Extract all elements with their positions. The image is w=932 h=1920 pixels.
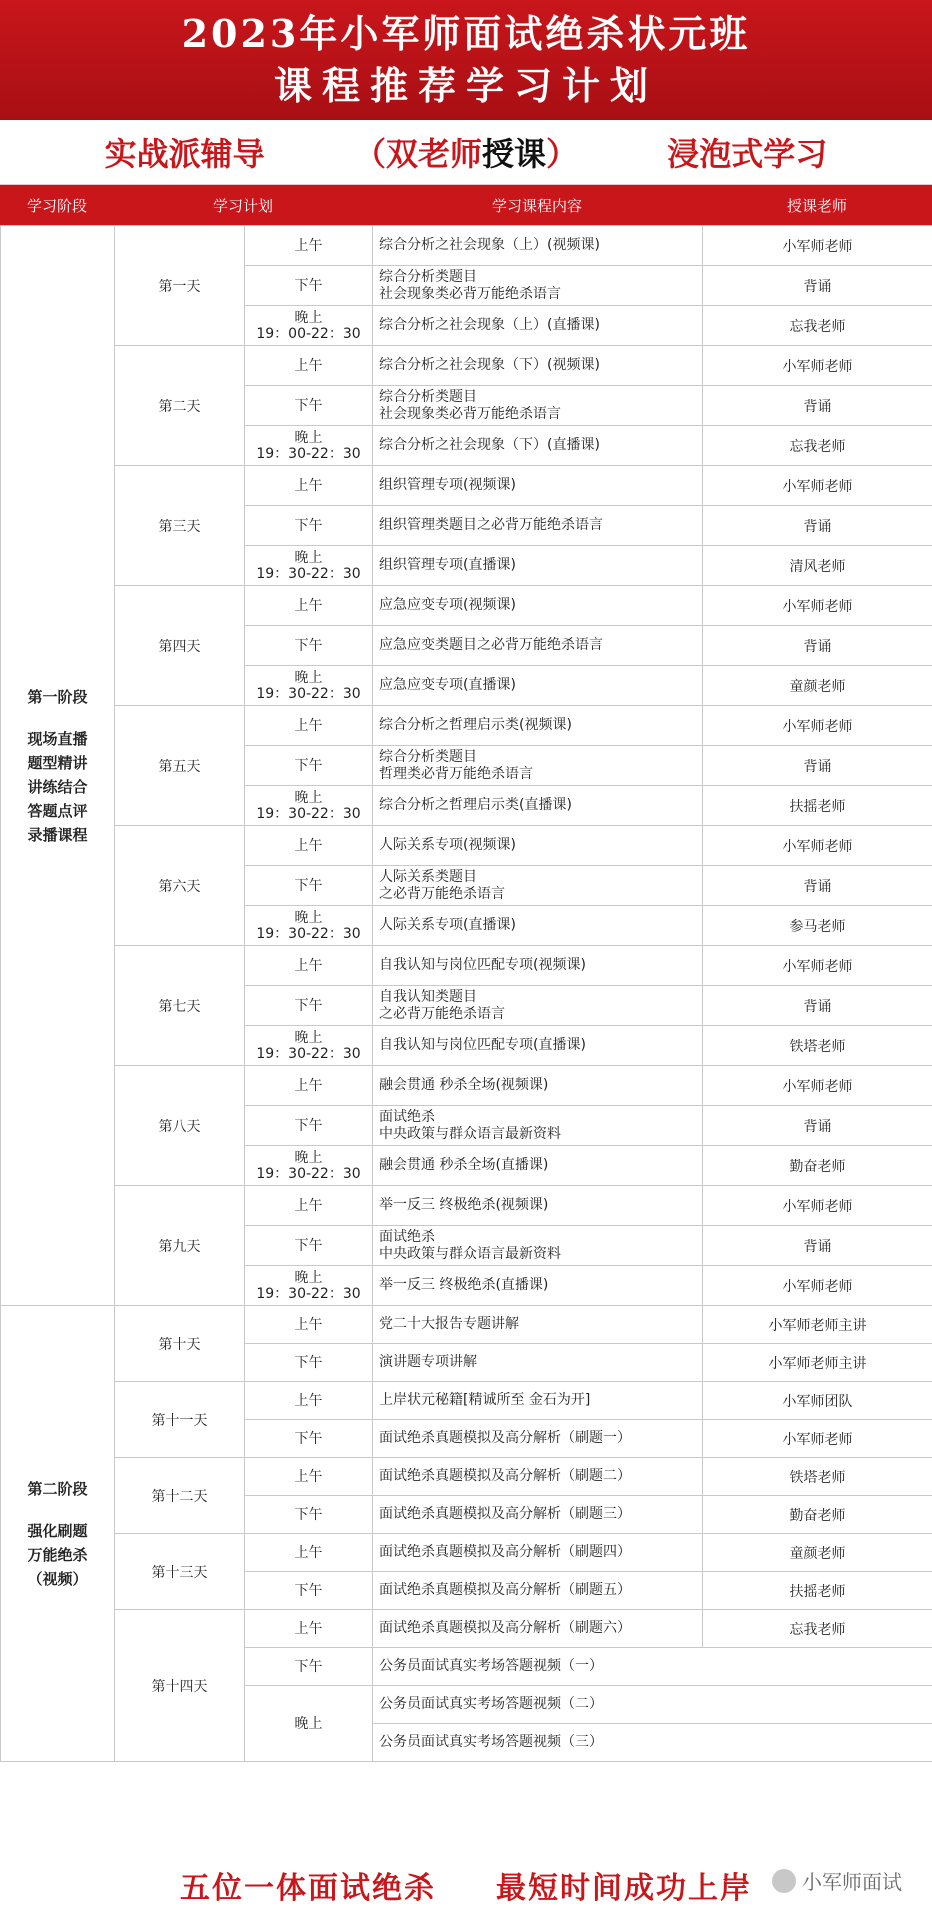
slot-cell: 下午: [245, 1496, 373, 1534]
slot-cell: 晚上 19：30-22：30: [245, 426, 373, 466]
course-cell: 自我认知类题目 之必背万能绝杀语言: [373, 986, 703, 1026]
slot-cell: 下午: [245, 266, 373, 306]
table-row: [1, 346, 932, 386]
slot-cell: 晚上 19：30-22：30: [245, 906, 373, 946]
teacher-cell: 背诵: [703, 626, 932, 666]
course-cell: 人际关系专项(视频课): [373, 826, 703, 866]
schedule-table: [0, 225, 932, 1762]
teacher-cell: 背诵: [703, 506, 932, 546]
teacher-cell: 铁塔老师: [703, 1458, 932, 1496]
slot-cell: 下午: [245, 986, 373, 1026]
slot-cell: 上午: [245, 1186, 373, 1226]
stage-title: 第一阶段: [27, 687, 88, 706]
teacher-cell: 忘我老师: [703, 306, 932, 346]
slot-cell: 上午: [245, 706, 373, 746]
course-cell: 组织管理专项(直播课): [373, 546, 703, 586]
table-row: [1, 706, 932, 746]
teacher-cell: 背诵: [703, 386, 932, 426]
teacher-cell: 童颜老师: [703, 1534, 932, 1572]
slot-cell: 下午: [245, 1572, 373, 1610]
course-cell: 党二十大报告专题讲解: [373, 1306, 703, 1344]
course-cell: 举一反三 终极绝杀(视频课): [373, 1186, 703, 1226]
slot-cell: 晚上 19：30-22：30: [245, 1146, 373, 1186]
slot-cell: 下午: [245, 386, 373, 426]
banner-subtitle: 课程推荐学习计划: [273, 63, 658, 108]
course-cell: 面试绝杀 中央政策与群众语言最新资料: [373, 1226, 703, 1266]
course-cell: 综合分析类题目 社会现象类必背万能绝杀语言: [373, 266, 703, 306]
title-banner: [0, 0, 932, 120]
course-cell: 应急应变专项(直播课): [373, 666, 703, 706]
teacher-cell: 小军师老师: [703, 1186, 932, 1226]
stage-desc-line: （视频）: [27, 1569, 88, 1588]
course-cell: 综合分析类题目 哲理类必背万能绝杀语言: [373, 746, 703, 786]
slot-cell: 下午: [245, 626, 373, 666]
course-cell: 面试绝杀真题模拟及高分解析（刷题五）: [373, 1572, 703, 1610]
course-cell: 面试绝杀真题模拟及高分解析（刷题一）: [373, 1420, 703, 1458]
slot-cell: 下午: [245, 1226, 373, 1266]
day-cell: 第十天: [115, 1306, 245, 1382]
slot-cell: 晚上 19：30-22：30: [245, 546, 373, 586]
course-cell: 应急应变类题目之必背万能绝杀语言: [373, 626, 703, 666]
course-cell: 演讲题专项讲解: [373, 1344, 703, 1382]
table-row: [1, 1066, 932, 1106]
wechat-icon: [772, 1869, 796, 1893]
watermark-text: 小军师面试: [802, 1870, 902, 1894]
slot-cell: 下午: [245, 746, 373, 786]
course-cell: 综合分析之哲理启示类(直播课): [373, 786, 703, 826]
course-cell: 面试绝杀真题模拟及高分解析（刷题三）: [373, 1496, 703, 1534]
table-row: [1, 1382, 932, 1420]
table-header: [0, 185, 932, 225]
course-cell: 综合分析之社会现象（下）(视频课): [373, 346, 703, 386]
table-row: [1, 946, 932, 986]
day-cell: 第十一天: [115, 1382, 245, 1458]
watermark: [772, 1866, 902, 1895]
teacher-cell: 小军师老师: [703, 586, 932, 626]
slot-cell: 晚上: [245, 1686, 373, 1762]
day-cell: 第三天: [115, 466, 245, 586]
teacher-cell: 背诵: [703, 1106, 932, 1146]
header-plan: 学习计划: [212, 196, 273, 215]
course-cell: 公务员面试真实考场答题视频（二）: [373, 1686, 932, 1724]
table-row: [1, 1534, 932, 1572]
teacher-cell: 小军师老师: [703, 1420, 932, 1458]
course-cell: 人际关系类题目 之必背万能绝杀语言: [373, 866, 703, 906]
day-cell: 第五天: [115, 706, 245, 826]
teacher-cell: 铁塔老师: [703, 1026, 932, 1066]
header-course: 学习课程内容: [491, 196, 582, 215]
day-cell: 第十三天: [115, 1534, 245, 1610]
stage-desc-line: 讲练结合: [27, 777, 88, 796]
table-row: [1, 826, 932, 866]
course-cell: 组织管理类题目之必背万能绝杀语言: [373, 506, 703, 546]
stage-desc-line: 现场直播: [27, 729, 88, 748]
teacher-cell: 小军师老师: [703, 226, 932, 266]
teacher-cell: 小军师老师: [703, 706, 932, 746]
course-cell: 人际关系专项(直播课): [373, 906, 703, 946]
stage-cell: [1, 226, 115, 1306]
tagline-right: 浸泡式学习: [667, 135, 828, 173]
day-cell: 第八天: [115, 1066, 245, 1186]
slot-cell: 晚上 19：30-22：30: [245, 666, 373, 706]
slot-cell: 上午: [245, 466, 373, 506]
course-cell: 组织管理专项(视频课): [373, 466, 703, 506]
course-cell: 综合分析之社会现象（上）(视频课): [373, 226, 703, 266]
teacher-cell: 清风老师: [703, 546, 932, 586]
stage-cell: [1, 1306, 115, 1762]
day-cell: 第六天: [115, 826, 245, 946]
teacher-cell: 小军师老师: [703, 1266, 932, 1306]
slot-cell: 上午: [245, 1534, 373, 1572]
day-cell: 第十四天: [115, 1610, 245, 1762]
teacher-cell: 小军师老师: [703, 946, 932, 986]
stage-title: 第二阶段: [27, 1479, 88, 1498]
course-cell: 综合分析之哲理启示类(视频课): [373, 706, 703, 746]
course-cell: 面试绝杀真题模拟及高分解析（刷题二）: [373, 1458, 703, 1496]
footer-right: 最短时间成功上岸: [496, 1871, 752, 1906]
course-cell: 综合分析类题目 社会现象类必背万能绝杀语言: [373, 386, 703, 426]
slot-cell: 晚上 19：30-22：30: [245, 1266, 373, 1306]
course-cell: 应急应变专项(视频课): [373, 586, 703, 626]
day-cell: 第二天: [115, 346, 245, 466]
day-cell: 第四天: [115, 586, 245, 706]
slot-cell: 下午: [245, 1106, 373, 1146]
day-cell: 第十二天: [115, 1458, 245, 1534]
teacher-cell: 小军师老师: [703, 1066, 932, 1106]
header-stage: 学习阶段: [26, 196, 87, 215]
teacher-cell: 小军师老师: [703, 826, 932, 866]
teacher-cell: 忘我老师: [703, 426, 932, 466]
slot-cell: 上午: [245, 1306, 373, 1344]
course-cell: 上岸状元秘籍[精诚所至 金石为开]: [373, 1382, 703, 1420]
day-cell: 第一天: [115, 226, 245, 346]
course-cell: 综合分析之社会现象（下）(直播课): [373, 426, 703, 466]
course-cell: 公务员面试真实考场答题视频（一）: [373, 1648, 932, 1686]
slot-cell: 上午: [245, 826, 373, 866]
slot-cell: 上午: [245, 346, 373, 386]
teacher-cell: 勤奋老师: [703, 1146, 932, 1186]
stage-desc-line: 万能绝杀: [27, 1545, 88, 1564]
teacher-cell: 背诵: [703, 866, 932, 906]
course-cell: 融会贯通 秒杀全场(视频课): [373, 1066, 703, 1106]
table-row: [1, 1306, 932, 1344]
course-cell: 面试绝杀真题模拟及高分解析（刷题六）: [373, 1610, 703, 1648]
tagline-mid-b: 授课: [481, 135, 546, 173]
stage-desc-line: 答题点评: [27, 801, 88, 820]
teacher-cell: 扶摇老师: [703, 786, 932, 826]
header-teacher: 授课老师: [786, 196, 847, 215]
slot-cell: 上午: [245, 1610, 373, 1648]
teacher-cell: 背诵: [703, 986, 932, 1026]
day-cell: 第九天: [115, 1186, 245, 1306]
table-row: [1, 466, 932, 506]
teacher-cell: 小军师老师主讲: [703, 1344, 932, 1382]
slot-cell: 下午: [245, 1344, 373, 1382]
slot-cell: 晚上 19：30-22：30: [245, 1026, 373, 1066]
footer-left: 五位一体面试绝杀: [180, 1871, 436, 1906]
slot-cell: 晚上 19：30-22：30: [245, 786, 373, 826]
slot-cell: 下午: [245, 1420, 373, 1458]
tagline-left: 实战派辅导: [104, 135, 265, 173]
teacher-cell: 背诵: [703, 266, 932, 306]
slot-cell: 下午: [245, 1648, 373, 1686]
slot-cell: 上午: [245, 226, 373, 266]
teacher-cell: 背诵: [703, 746, 932, 786]
slot-cell: 上午: [245, 1066, 373, 1106]
course-cell: 融会贯通 秒杀全场(直播课): [373, 1146, 703, 1186]
slot-cell: 晚上 19：00-22：30: [245, 306, 373, 346]
teacher-cell: 小军师团队: [703, 1382, 932, 1420]
teacher-cell: 小军师老师: [703, 346, 932, 386]
teacher-cell: 勤奋老师: [703, 1496, 932, 1534]
teacher-cell: 童颜老师: [703, 666, 932, 706]
slot-cell: 上午: [245, 946, 373, 986]
slot-cell: 下午: [245, 866, 373, 906]
slot-cell: 上午: [245, 1458, 373, 1496]
course-cell: 自我认知与岗位匹配专项(直播课): [373, 1026, 703, 1066]
course-cell: 面试绝杀真题模拟及高分解析（刷题四）: [373, 1534, 703, 1572]
course-cell: 综合分析之社会现象（上）(直播课): [373, 306, 703, 346]
slot-cell: 上午: [245, 1382, 373, 1420]
teacher-cell: 小军师老师: [703, 466, 932, 506]
table-row: [1, 226, 932, 266]
day-cell: 第七天: [115, 946, 245, 1066]
course-cell: 举一反三 终极绝杀(直播课): [373, 1266, 703, 1306]
teacher-cell: 小军师老师主讲: [703, 1306, 932, 1344]
teacher-cell: 背诵: [703, 1226, 932, 1266]
table-row: [1, 1610, 932, 1648]
table-row: [1, 1458, 932, 1496]
slot-cell: 下午: [245, 506, 373, 546]
course-cell: 面试绝杀 中央政策与群众语言最新资料: [373, 1106, 703, 1146]
tagline-middle: [354, 129, 578, 175]
stage-desc-line: 题型精讲: [27, 753, 88, 772]
teacher-cell: 扶摇老师: [703, 1572, 932, 1610]
table-row: [1, 1186, 932, 1226]
teacher-cell: 参马老师: [703, 906, 932, 946]
table-row: [1, 586, 932, 626]
banner-title: 2023年小军师面试绝杀状元班: [181, 11, 751, 56]
stage-desc-line: 强化刷题: [27, 1521, 88, 1540]
tagline: [0, 120, 932, 185]
course-cell: 公务员面试真实考场答题视频（三）: [373, 1724, 932, 1762]
stage-desc-line: 录播课程: [27, 825, 88, 844]
course-cell: 自我认知与岗位匹配专项(视频课): [373, 946, 703, 986]
teacher-cell: 忘我老师: [703, 1610, 932, 1648]
slot-cell: 上午: [245, 586, 373, 626]
tagline-mid-a: （双老师: [353, 135, 482, 173]
tagline-mid-c: ）: [545, 135, 578, 173]
